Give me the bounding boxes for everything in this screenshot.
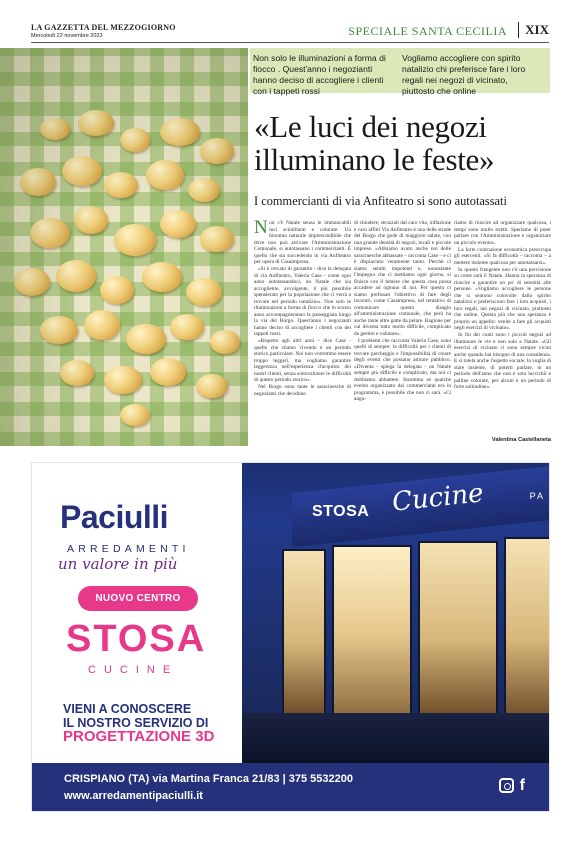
ad-social-icons (499, 778, 525, 793)
ad-storefront-photo (242, 463, 550, 763)
cta-line: VIENI A CONOSCERE (63, 702, 192, 716)
storefront-window (282, 549, 326, 719)
section-title: SPECIALE SANTA CECILIA (348, 24, 507, 38)
publication-name: LA GAZZETTA DEL MEZZOGIORNO (31, 23, 176, 32)
summary-left: Non solo le illuminazioni a forma di fiocco . Quest'anno i negozianti hanno deciso di accogliere i clienti con i tappeti rossi (253, 53, 386, 96)
storefront-window (418, 541, 498, 721)
ad-text-panel (32, 463, 237, 763)
instagram-icon[interactable] (499, 778, 514, 793)
ad-logo-subtitle: ARREDAMENTI (67, 543, 190, 555)
article-byline: Valentina Castellaneta (491, 437, 551, 443)
ad-logo: Paciulli (60, 499, 169, 535)
ad-contact-bar (32, 763, 550, 812)
advertisement[interactable] (31, 462, 550, 812)
article-paragraph: «Rispetto agli altri anni – dice Case - quello che stiamo vivendo è un periodo storico particolare. Noi non vorremmo essere troppo leggeri, ma vogliamo garantire leggerezza nell'esperienza d'acquisto dei nostri clienti, senza sottovalutare le difficoltà di questo periodo storico». (254, 338, 351, 383)
article-paragraph: Nel Borgo sono tante le saracinesche di negozianti che decidono (254, 384, 351, 397)
ad-brand: STOSA (66, 618, 207, 660)
photo-vignette (0, 48, 248, 446)
article-paragraph: In questo frangente non c'è una previsione su come sarà il Natale. Hanno la speranza di riuscire a garantire un po' di serenità alle persone. «Vogliamo accogliere le persone che si sentono coinvolte dallo spirito natalizio e preferiscono fare i loro acquisti, i loro regali, nei negozi di vicinato, piuttosto che online. Questa più che una speranza è proprio un appello: venite a fare gli acquisti negli esercizi di vicinato». (454, 266, 551, 331)
ad-address: CRISPIANO (TA) via Martina Franca 21/83 | 375 5532200 (64, 773, 354, 785)
ad-tagline: un valore in più (58, 555, 178, 573)
publication-date: Mercoledì 22 novembre 2023 (31, 33, 103, 39)
article-paragraph: In fin dei conti sono i piccoli negozi ad illuminare le vie e non solo a Natale. «Gli esercizi di vicinato ci sono sempre vicini anche quando hai bisogno di una consulenza. E si tutela anche l'aspetto sociale, la voglia di stare insieme, di poterti parlare, in un periodo dell'anno che non è solo luccichii e palline colorate, per alcuni è un periodo di forte solitudine». (454, 332, 551, 390)
storefront-window (332, 545, 412, 721)
storefront-floor (242, 713, 550, 763)
dropcap: N (254, 217, 268, 238)
article-paragraph: di chiudere, strozzati dal caro vita, inflazione e caro affitti Via Anfiteatro è una delle strade del Borgo che gode di maggiore salute, con una grande densità di negozi, locali e piccole imprese. «Abbiamo avuto anche noi delle saracinesche abbassate – racconta Case – e ci è dispiaciuto veramente tanto. Perché ci siamo sentiti impotenti e, nonostante l'impegno che ci mettiamo ogni giorno, si finisce con il temere che questa cosa possa accadere ad ognuno di noi. Per questo ci siamo prefissati l'obiettivo di fare degli incontri, come Casaimpresa, nel tentativo di comunicare questo disagio all'amministrazione comunale, che però ha anche tante altre gatte da pelare. Ragione per cui diventa tutto molto difficile, complicato da gestire e valutare». (354, 220, 451, 337)
article-headline: «Le luci dei negozi illuminano le feste» (254, 109, 495, 177)
summary-strip (250, 48, 550, 96)
article-paragraph: «Si è cercato di garantire - dice la delegata di via Anfiteatro, Valeria Case - come ogni anno autotassandoci, un Natale che sia accogliente, avvolgente, il più possibile spensierato per la popolazione che ci verrà a trovare nel periodo natalizio». Non solo le illuminazioni a forma di fiocco che lo scorso anno accompagneranno la passeggiata lungo la via del Borgo. Quest'anno i negozianti hanno deciso di accogliere i clienti con dei tappeti rossi. (254, 266, 351, 337)
storefront-window (504, 537, 550, 723)
article-paragraph: I problemi che racconta Valeria Case, sono quelli di sempre: la difficoltà per i clienti di trovare parcheggio e l'impossibilità di creare degli eventi che possano attirare pubblico. «Diventa - spiega la delegata - un Natale sempre più difficile e complicato, ma noi ci dobbiamo abbattere. Insomma se qualche evento organizzato dai commercianti era in programma, è possibile che non ci sarà. «Ci augu- (354, 337, 451, 402)
storefront-brand: STOSA (312, 503, 370, 520)
article-column-2 (354, 220, 451, 403)
article-column-1 (254, 217, 351, 398)
cta-line: PROGETTAZIONE 3D (63, 728, 215, 745)
ad-badge: NUOVO CENTRO (78, 586, 198, 611)
ad-brand-subtitle: CUCINE (88, 664, 179, 676)
masthead (31, 21, 549, 43)
article-paragraph: La forte contrazione economica preoccupa gli esercenti. «Si fa difficoltà – racconta – a mettere insieme qualcosa per autotassarsi». (454, 246, 551, 266)
page-number: XIX (518, 22, 549, 38)
facebook-icon[interactable]: f (519, 777, 525, 794)
ad-call-to-action (63, 702, 214, 744)
storefront-script: Cucine (390, 478, 485, 518)
article-paragraph: Non c'è Natale senza le immancabili luci scintillanti e colorate. Un binomio naturale imprescindibile che dove non può arrivare l'Amministrazione Comunale, si autotassano i commercianti. È quello che sta succedendo in via Anfiteatro per opera di Casaimpresa. (254, 217, 351, 265)
cta-line: IL NOSTRO SERVIZIO DI (63, 716, 209, 730)
article-paragraph: riamo di riuscire ad organizzare qualcosa, i tempi sono molto stretti. Speriamo di poter parlare con l'Amministrazione e organizzare un piccolo evento». (454, 220, 551, 246)
ad-website-link[interactable]: www.arredamentipaciulli.it (64, 790, 203, 802)
article-deck: I commercianti di via Anfiteatro si sono autotassati (254, 194, 507, 208)
article-column-3 (454, 220, 551, 391)
article-photo (0, 48, 248, 446)
summary-right: Vogliamo accogliere con spirito natalizio chi preferisce fare i loro regali nei negozi di vicinato, piuttosto che online (402, 53, 526, 96)
storefront-extra: PA (529, 491, 545, 501)
